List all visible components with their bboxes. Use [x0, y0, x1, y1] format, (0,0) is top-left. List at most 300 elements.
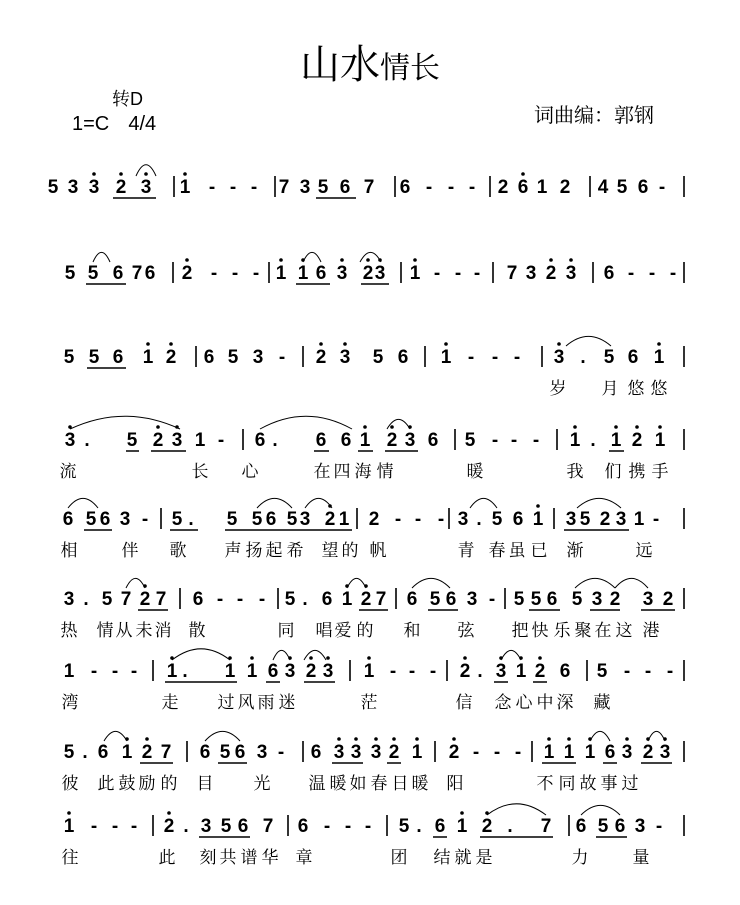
note: 1	[653, 347, 665, 368]
lyric-char: 悠	[650, 379, 668, 398]
sustain-dash: -	[414, 509, 422, 530]
note: 5	[429, 589, 441, 610]
lyric-char: 散	[188, 621, 206, 640]
octave-dot	[183, 172, 187, 176]
note: 2	[165, 347, 177, 368]
lyric-char: 信	[455, 693, 473, 712]
note: 3	[64, 430, 76, 451]
sustain-dash: -	[90, 816, 98, 837]
note: 5	[616, 177, 628, 198]
lyric-char: 故	[579, 774, 597, 793]
lyric-char: 目	[196, 774, 214, 793]
note: 6	[406, 589, 418, 610]
note: 3	[466, 589, 478, 610]
note: 6	[234, 742, 246, 763]
note: 3	[621, 742, 633, 763]
lyric-char: 温	[308, 774, 326, 793]
note: 2	[115, 177, 127, 198]
note: 1	[515, 661, 527, 682]
octave-dot	[309, 656, 313, 660]
sustain-dash: -	[90, 661, 98, 682]
note: 1	[359, 430, 371, 451]
lyric-char: 刻	[199, 848, 217, 867]
note: 1	[569, 430, 581, 451]
note: 6	[603, 263, 615, 284]
octave-dot	[119, 172, 123, 176]
lyric-char: 春	[370, 774, 388, 793]
lyric-char: 聚	[574, 621, 592, 640]
note: 2	[481, 816, 493, 837]
sustain-dash: -	[344, 816, 352, 837]
note: 2	[368, 509, 380, 530]
note: 3	[333, 742, 345, 763]
note: 3	[336, 263, 348, 284]
note: 3	[256, 742, 268, 763]
octave-dot	[145, 737, 149, 741]
lyric-char: 彼	[61, 774, 79, 793]
note: 7	[363, 177, 375, 198]
note: 3	[88, 177, 100, 198]
key-change-label: 转D	[112, 89, 143, 109]
sustain-dash: -	[514, 742, 522, 763]
lyric-char: 乐	[553, 621, 571, 640]
note: 3	[339, 347, 351, 368]
lyric-char: 湾	[61, 693, 79, 712]
sustain-dash: -	[429, 661, 437, 682]
note: 7	[540, 816, 552, 837]
octave-dot	[343, 342, 347, 346]
note: 2	[360, 589, 372, 610]
note: 1	[411, 742, 423, 763]
lyric-char: 深	[556, 693, 574, 712]
lyric-char: 光	[253, 774, 271, 793]
octave-dot	[367, 656, 371, 660]
octave-dot	[521, 172, 525, 176]
tie-slur	[648, 731, 665, 741]
tie-slur	[260, 416, 352, 429]
lyric-char: 帆	[369, 541, 387, 560]
note: 5	[101, 589, 113, 610]
note: 7	[278, 177, 290, 198]
note: 2	[181, 263, 193, 284]
sustain-dash: -	[216, 589, 224, 610]
sustain-dash: -	[437, 509, 445, 530]
lyric-char: 把	[511, 621, 529, 640]
note: 2	[662, 589, 674, 610]
note: 2	[386, 430, 398, 451]
note: 6	[203, 347, 215, 368]
lyric-char: 共	[219, 848, 237, 867]
key-signature: 1=C	[72, 113, 110, 135]
tie-slur	[68, 498, 98, 508]
lyric-char: 歌	[169, 541, 187, 560]
note: 3	[404, 430, 416, 451]
note: 1	[179, 177, 191, 198]
tie-slur	[70, 416, 180, 429]
sustain-dash: -	[208, 177, 216, 198]
tie-slur	[257, 498, 292, 508]
note: 3	[67, 177, 79, 198]
note: 7	[131, 263, 143, 284]
lyric-char: 雨	[257, 693, 275, 712]
sustain-dash: -	[655, 816, 663, 837]
lyric-char: 暖	[329, 774, 347, 793]
note: 3	[284, 661, 296, 682]
sustain-dash: -	[493, 742, 501, 763]
sustain-dash: -	[467, 347, 475, 368]
sustain-dash: -	[623, 661, 631, 682]
note: 1	[297, 263, 309, 284]
note: 6	[144, 263, 156, 284]
lyric-char: 念	[494, 693, 512, 712]
sustain-dash: -	[210, 263, 218, 284]
note: 6	[315, 263, 327, 284]
lyric-char: 暖	[466, 462, 484, 481]
tie-slur	[615, 578, 648, 588]
note: 5	[372, 347, 384, 368]
lyric-char: 过	[621, 774, 639, 793]
sustain-dash: -	[491, 430, 499, 451]
note: 5	[126, 430, 138, 451]
lyric-char: 在	[594, 621, 612, 640]
octave-dot	[337, 737, 341, 741]
note: 1	[166, 661, 178, 682]
note: 6	[199, 742, 211, 763]
note: 1	[341, 589, 353, 610]
sustain-dash: -	[666, 661, 674, 682]
dot-note: .	[188, 509, 194, 530]
tie-slur	[93, 252, 110, 262]
octave-dot	[185, 258, 189, 262]
note: 2	[163, 816, 175, 837]
dot-note: .	[590, 430, 596, 451]
note: 5	[226, 509, 238, 530]
note: 3	[252, 347, 264, 368]
lyric-char: 海	[354, 462, 372, 481]
composer-credit: 词曲编：郭钢	[534, 105, 654, 127]
sustain-dash: -	[447, 177, 455, 198]
lyric-char: 在	[313, 462, 331, 481]
lyric-char: 消	[154, 621, 172, 640]
note: 5	[220, 816, 232, 837]
sustain-dash: -	[472, 742, 480, 763]
note: 6	[254, 430, 266, 451]
sustain-dash: -	[130, 661, 138, 682]
lyric-char: 情	[96, 621, 114, 640]
tie-slur	[470, 498, 497, 508]
note: 3	[299, 177, 311, 198]
note: 6	[575, 816, 587, 837]
sustain-dash: -	[111, 816, 119, 837]
sustain-dash: -	[513, 347, 521, 368]
dot-note: .	[476, 509, 482, 530]
octave-dot	[547, 737, 551, 741]
lyric-char: 励	[138, 774, 156, 793]
note: 5	[513, 589, 525, 610]
note: 3	[171, 430, 183, 451]
note: 5	[317, 177, 329, 198]
octave-dot	[658, 425, 662, 429]
note: 6	[637, 177, 649, 198]
lyric-char: 我	[566, 462, 584, 481]
note: 6	[112, 347, 124, 368]
note: 6	[517, 177, 529, 198]
sustain-dash: -	[408, 661, 416, 682]
tie-slur	[487, 804, 546, 815]
lyric-char: 华	[261, 848, 279, 867]
octave-dot	[67, 811, 71, 815]
lyric-char: 未	[135, 621, 153, 640]
sustain-dash: -	[250, 177, 258, 198]
note: 2	[152, 430, 164, 451]
note: 5	[398, 816, 410, 837]
sustain-dash: -	[425, 177, 433, 198]
octave-dot	[463, 656, 467, 660]
lyric-char: 就	[454, 848, 472, 867]
lyric-char: 已	[530, 541, 548, 560]
note: 6	[427, 430, 439, 451]
lyric-char: 悠	[627, 379, 645, 398]
octave-dot	[614, 425, 618, 429]
sustain-dash: -	[111, 661, 119, 682]
note: 1	[246, 661, 258, 682]
lyric-char: 此	[97, 774, 115, 793]
octave-dot	[635, 425, 639, 429]
note: 1	[440, 347, 452, 368]
tie-slur	[590, 731, 610, 741]
note: 2	[141, 742, 153, 763]
tie-slur	[104, 731, 127, 741]
note: 6	[99, 509, 111, 530]
octave-dot	[413, 258, 417, 262]
tie-slur	[205, 731, 240, 741]
note: 6	[310, 742, 322, 763]
octave-dot	[549, 258, 553, 262]
lyric-char: 日	[391, 774, 409, 793]
tie-slur	[303, 252, 321, 262]
octave-dot	[326, 656, 330, 660]
note: 5	[596, 661, 608, 682]
note: 7	[120, 589, 132, 610]
note: 5	[47, 177, 59, 198]
lyric-char: 同	[558, 774, 576, 793]
sustain-dash: -	[648, 263, 656, 284]
lyric-char: 鼓	[118, 774, 136, 793]
tie-slur	[412, 578, 450, 588]
note: 3	[119, 509, 131, 530]
note: 6	[399, 177, 411, 198]
octave-dot	[169, 342, 173, 346]
lyric-char: 中	[536, 693, 554, 712]
octave-dot	[144, 172, 148, 176]
lyric-char: 和	[403, 621, 421, 640]
note: 5	[87, 263, 99, 284]
octave-dot	[415, 737, 419, 741]
lyric-char: 月	[601, 379, 619, 398]
note: 3	[350, 742, 362, 763]
lyric-char: 不	[536, 774, 554, 793]
lyric-char: 这	[615, 621, 633, 640]
octave-dot	[156, 425, 160, 429]
note: 6	[237, 816, 249, 837]
dot-note: .	[507, 816, 513, 837]
note: 1	[563, 742, 575, 763]
lyric-char: 往	[61, 848, 79, 867]
note: 2	[642, 742, 654, 763]
note: 5	[530, 589, 542, 610]
sustain-dash: -	[433, 263, 441, 284]
dot-note: .	[272, 430, 278, 451]
note: 5	[571, 589, 583, 610]
note: 3	[374, 263, 386, 284]
lyric-char: 起	[265, 541, 283, 560]
note: 3	[591, 589, 603, 610]
sustain-dash: -	[488, 589, 496, 610]
octave-dot	[279, 258, 283, 262]
song-title-main: 山水	[300, 42, 380, 88]
lyric-char: 谱	[240, 848, 258, 867]
note: 6	[614, 816, 626, 837]
note: 2	[534, 661, 546, 682]
lyric-char: 同	[277, 621, 295, 640]
note: 7	[375, 589, 387, 610]
note: 5	[171, 509, 183, 530]
lyric-char: 的	[160, 774, 178, 793]
sustain-dash: -	[141, 509, 149, 530]
lyric-char: 们	[604, 462, 622, 481]
dot-note: .	[83, 589, 89, 610]
lyric-char: 结	[433, 848, 451, 867]
note: 2	[545, 263, 557, 284]
note: 3	[299, 509, 311, 530]
lyric-char: 的	[356, 621, 374, 640]
dot-note: .	[416, 816, 422, 837]
sustain-dash: -	[130, 816, 138, 837]
note: 1	[63, 816, 75, 837]
lyric-char: 岁	[549, 379, 567, 398]
note: 3	[615, 509, 627, 530]
lyric-char: 团	[390, 848, 408, 867]
lyric-char: 扬	[245, 541, 263, 560]
sustain-dash: -	[454, 263, 462, 284]
note: 5	[63, 347, 75, 368]
octave-dot	[340, 258, 344, 262]
octave-dot	[557, 342, 561, 346]
tie-slur	[305, 498, 332, 508]
note: 3	[322, 661, 334, 682]
note: 1	[142, 347, 154, 368]
dot-note: .	[580, 347, 586, 368]
note: 1	[194, 430, 206, 451]
note: 6	[445, 589, 457, 610]
note: 6	[546, 589, 558, 610]
note: 6	[340, 430, 352, 451]
note: 5	[491, 509, 503, 530]
note: 6	[339, 177, 351, 198]
sustain-dash: -	[532, 430, 540, 451]
sustain-dash: -	[323, 816, 331, 837]
lyric-char: 心	[515, 693, 533, 712]
note: 2	[362, 263, 374, 284]
lyric-char: 走	[161, 693, 179, 712]
note: 6	[627, 347, 639, 368]
note: 4	[597, 177, 609, 198]
dot-note: .	[182, 661, 188, 682]
octave-dot	[657, 342, 661, 346]
sustain-dash: -	[278, 347, 286, 368]
note: 1	[121, 742, 133, 763]
lyric-char: 快	[531, 621, 549, 640]
note: 5	[284, 589, 296, 610]
lyric-char: 如	[349, 774, 367, 793]
sustain-dash: -	[217, 430, 225, 451]
note: 6	[397, 347, 409, 368]
lyric-char: 手	[651, 462, 669, 481]
octave-dot	[92, 172, 96, 176]
tie-slur	[581, 805, 620, 815]
octave-dot	[460, 811, 464, 815]
lyric-char: 声	[224, 541, 242, 560]
sustain-dash: -	[231, 263, 239, 284]
lyric-char: 流	[59, 462, 77, 481]
note: 3	[370, 742, 382, 763]
note: 7	[506, 263, 518, 284]
tie-slur	[172, 649, 230, 660]
dot-note: .	[82, 742, 88, 763]
octave-dot	[567, 737, 571, 741]
note: 1	[363, 661, 375, 682]
note: 2	[631, 430, 643, 451]
note: 1	[275, 263, 287, 284]
octave-dot	[354, 737, 358, 741]
lyric-char: 望	[321, 541, 339, 560]
note: 2	[448, 742, 460, 763]
lyric-char: 藏	[593, 693, 611, 712]
song-title-tail: 情长	[380, 51, 440, 86]
lyric-char: 的	[341, 541, 359, 560]
octave-dot	[366, 258, 370, 262]
note: 6	[112, 263, 124, 284]
sustain-dash: -	[468, 177, 476, 198]
note: 6	[267, 661, 279, 682]
note: 6	[321, 589, 333, 610]
note: 7	[155, 589, 167, 610]
note: 5	[85, 509, 97, 530]
note: 1	[584, 742, 596, 763]
sustain-dash: -	[364, 816, 372, 837]
tie-slur	[273, 650, 290, 660]
note: 1	[633, 509, 645, 530]
lyric-char: 阳	[446, 774, 464, 793]
note: 5	[227, 347, 239, 368]
note: 2	[559, 177, 571, 198]
note: 6	[512, 509, 524, 530]
octave-dot	[250, 656, 254, 660]
note: 2	[388, 742, 400, 763]
time-signature: 4/4	[128, 113, 157, 135]
lyric-char: 渐	[566, 541, 584, 560]
note: 6	[604, 742, 616, 763]
note: 5	[219, 742, 231, 763]
note: 2	[599, 509, 611, 530]
tie-slur	[575, 578, 615, 588]
dot-note: .	[183, 816, 189, 837]
note: 5	[88, 347, 100, 368]
lyric-char: 风	[237, 693, 255, 712]
note: 6	[62, 509, 74, 530]
lyric-char: 热	[60, 621, 78, 640]
note: 3	[565, 263, 577, 284]
